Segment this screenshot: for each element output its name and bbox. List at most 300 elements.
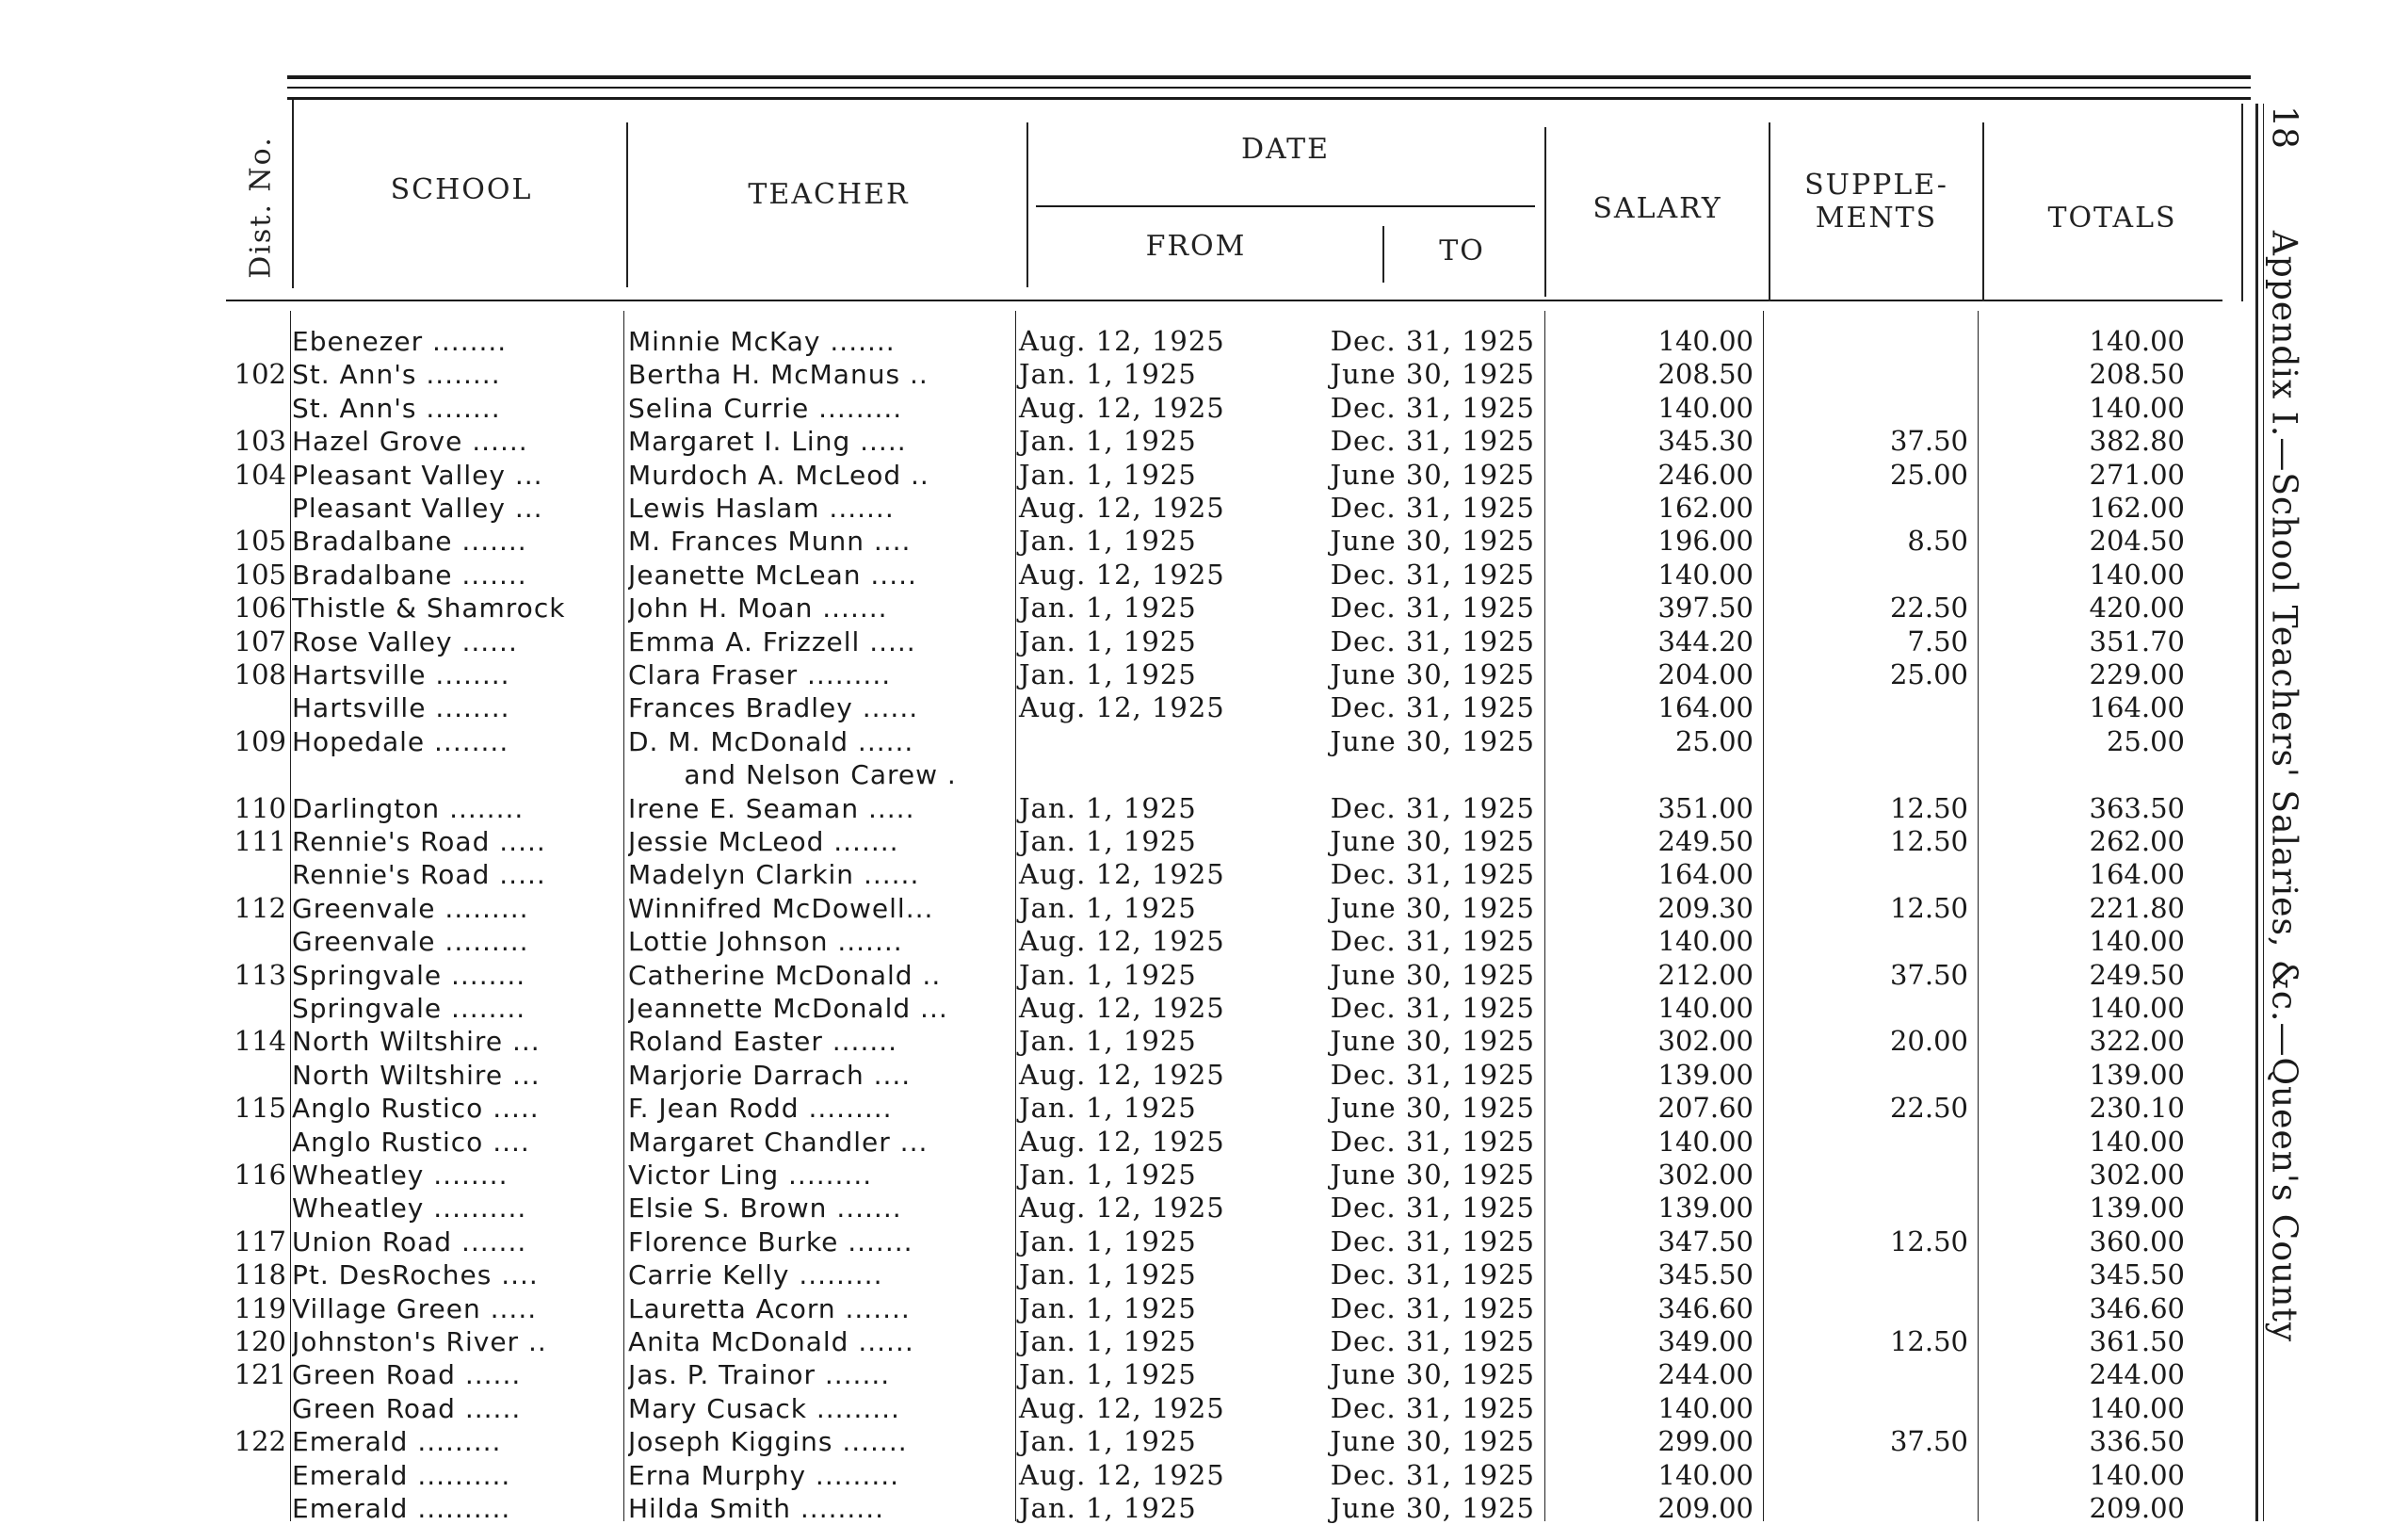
dist-number: 105 <box>234 558 286 591</box>
date-from: Jan. 1, 1925 <box>1019 791 1197 824</box>
header-vrule-dist <box>292 100 294 288</box>
teacher-name: Marjorie Darrach .... <box>628 1059 912 1091</box>
total-value: 346.60 <box>2089 1291 2185 1324</box>
total-value: 351.70 <box>2089 625 2185 657</box>
dist-number: 111 <box>234 825 286 857</box>
dist-number: 121 <box>234 1358 286 1391</box>
teacher-name: Frances Bradley ...... <box>628 692 919 724</box>
dist-number: 105 <box>234 525 286 558</box>
school-name: Hartsville ........ <box>292 692 510 724</box>
dist-number: 117 <box>234 1225 286 1257</box>
salary-value: 140.00 <box>1657 1458 1753 1491</box>
table-row <box>0 792 2260 825</box>
date-to: June 30, 1925 <box>1330 525 1535 558</box>
table-row <box>0 325 2260 358</box>
total-value: 345.50 <box>2089 1258 2185 1291</box>
school-name: St. Ann's ........ <box>292 359 501 391</box>
total-value: 221.80 <box>2089 891 2185 924</box>
total-value: 208.50 <box>2089 358 2185 391</box>
teacher-name: Joseph Kiggins ....... <box>628 1426 908 1458</box>
table-row <box>0 392 2260 425</box>
teacher-name: Madelyn Clarkin ...... <box>628 859 920 891</box>
school-name: Rose Valley ...... <box>292 625 518 657</box>
teacher-name: Jas. P. Trainor ....... <box>628 1359 891 1391</box>
supplements-value: 12.50 <box>1889 791 1968 824</box>
salary-value: 249.50 <box>1657 825 1753 857</box>
page-title: Appendix I.—School Teachers' Salaries, &c.—Queen's County <box>2264 230 2303 1343</box>
table-row <box>0 925 2260 958</box>
date-header: DATE <box>1241 133 1330 166</box>
teacher-name: Irene E. Seaman ..... <box>628 792 915 824</box>
teacher-name: F. Jean Rodd ......... <box>628 1093 893 1125</box>
header-vrule-teacher <box>1026 122 1028 287</box>
date-to: Dec. 31, 1925 <box>1330 325 1535 357</box>
school-name: Green Road ...... <box>292 1392 522 1424</box>
total-value: 140.00 <box>2089 992 2185 1024</box>
dist-number: 107 <box>234 625 286 657</box>
date-to: Dec. 31, 1925 <box>1330 558 1535 591</box>
teacher-name: Clara Fraser ......... <box>628 659 892 690</box>
dist-number: 119 <box>234 1291 286 1324</box>
date-from: Jan. 1, 1925 <box>1019 658 1197 690</box>
school-name: Pleasant Valley ... <box>292 493 543 524</box>
table-row <box>0 691 2260 724</box>
salary-value: 25.00 <box>1674 724 1753 757</box>
date-to: June 30, 1925 <box>1330 724 1535 757</box>
header-vrule-school <box>626 122 628 287</box>
total-value: 322.00 <box>2089 1025 2185 1058</box>
supplements-header-line2: MENTS <box>1815 202 1938 235</box>
supplements-value: 12.50 <box>1889 891 1968 924</box>
teacher-name: Lauretta Acorn ....... <box>628 1292 911 1324</box>
teacher-name: Hilda Smith ......... <box>628 1493 885 1524</box>
table-row <box>0 1392 2260 1425</box>
dist-number: 118 <box>234 1258 286 1291</box>
school-name: Bradalbane ....... <box>292 559 527 591</box>
salary-header: SALARY <box>1592 192 1722 225</box>
date-to: Dec. 31, 1925 <box>1330 1192 1535 1225</box>
date-from: Aug. 12, 1925 <box>1019 1058 1225 1091</box>
total-value: 209.00 <box>2089 1492 2185 1524</box>
salary-value: 140.00 <box>1657 1391 1753 1424</box>
school-name: Springvale ........ <box>292 993 526 1024</box>
salary-value: 302.00 <box>1657 1025 1753 1058</box>
salary-value: 246.00 <box>1657 458 1753 491</box>
date-to: June 30, 1925 <box>1330 825 1535 857</box>
salary-value: 397.50 <box>1657 592 1753 625</box>
total-value: 244.00 <box>2089 1358 2185 1391</box>
date-to: Dec. 31, 1925 <box>1330 992 1535 1024</box>
school-name: Rennie's Road ..... <box>292 826 546 857</box>
total-value: 336.50 <box>2089 1425 2185 1458</box>
date-to: Dec. 31, 1925 <box>1330 1225 1535 1257</box>
salary-value: 346.60 <box>1657 1291 1753 1324</box>
date-from: Jan. 1, 1925 <box>1019 358 1197 391</box>
date-to: June 30, 1925 <box>1330 358 1535 391</box>
date-from: Aug. 12, 1925 <box>1019 925 1225 958</box>
total-value: 360.00 <box>2089 1225 2185 1257</box>
date-from: Aug. 12, 1925 <box>1019 492 1225 524</box>
supplements-header-line1: SUPPLE- <box>1804 169 1948 202</box>
date-from: Aug. 12, 1925 <box>1019 325 1225 357</box>
date-to: Dec. 31, 1925 <box>1330 1125 1535 1158</box>
date-from: Jan. 1, 1925 <box>1019 1092 1197 1125</box>
header-bottom-rule <box>226 300 2222 301</box>
date-from: Aug. 12, 1925 <box>1019 1391 1225 1424</box>
teacher-name: Roland Easter ....... <box>628 1026 898 1058</box>
header-vrule-totals <box>2241 104 2243 301</box>
dist-number: 112 <box>234 891 286 924</box>
supplements-value: 7.50 <box>1907 625 1968 657</box>
date-from: Jan. 1, 1925 <box>1019 891 1197 924</box>
school-name: Wheatley ........ <box>292 1160 509 1191</box>
dist-number: 116 <box>234 1159 286 1191</box>
salary-value: 208.50 <box>1657 358 1753 391</box>
table-row <box>0 492 2260 525</box>
date-to: Dec. 31, 1925 <box>1330 1291 1535 1324</box>
table-row <box>0 658 2260 691</box>
top-rule-thick <box>287 75 2251 79</box>
table-row <box>0 358 2260 391</box>
salary-value: 345.30 <box>1657 425 1753 458</box>
date-subheader-rule <box>1036 205 1535 207</box>
total-value: 229.00 <box>2089 658 2185 690</box>
salary-value: 196.00 <box>1657 525 1753 558</box>
date-from: Jan. 1, 1925 <box>1019 1492 1197 1524</box>
table-row <box>0 1225 2260 1258</box>
table-row <box>0 559 2260 592</box>
table-row <box>0 992 2260 1025</box>
salary-value: 302.00 <box>1657 1159 1753 1191</box>
date-to: Dec. 31, 1925 <box>1330 1458 1535 1491</box>
total-value: 140.00 <box>2089 925 2185 958</box>
dist-number: 106 <box>234 592 286 625</box>
date-to: Dec. 31, 1925 <box>1330 1391 1535 1424</box>
teacher-name: and Nelson Carew . <box>628 759 957 791</box>
supplements-value: 12.50 <box>1889 1225 1968 1257</box>
to-header: TO <box>1439 235 1485 268</box>
total-value: 140.00 <box>2089 1125 2185 1158</box>
table-row <box>0 1492 2260 1525</box>
date-from: Jan. 1, 1925 <box>1019 1258 1197 1291</box>
salary-value: 204.00 <box>1657 658 1753 690</box>
total-value: 363.50 <box>2089 791 2185 824</box>
school-name: Johnston's River .. <box>292 1326 547 1357</box>
date-from: Aug. 12, 1925 <box>1019 858 1225 891</box>
date-to: Dec. 31, 1925 <box>1330 492 1535 524</box>
teacher-name: Mary Cusack ......... <box>628 1392 900 1424</box>
teacher-name: Carrie Kelly ......... <box>628 1259 883 1291</box>
total-value: 140.00 <box>2089 391 2185 424</box>
teacher-name: Victor Ling ......... <box>628 1160 873 1191</box>
date-to: Dec. 31, 1925 <box>1330 791 1535 824</box>
header-vrule-supp <box>1982 122 1984 301</box>
school-name: Pleasant Valley ... <box>292 459 543 491</box>
salary-value: 140.00 <box>1657 391 1753 424</box>
date-to: June 30, 1925 <box>1330 458 1535 491</box>
dist-number: 108 <box>234 658 286 690</box>
table-row <box>0 1092 2260 1125</box>
total-value: 140.00 <box>2089 1391 2185 1424</box>
date-from: Aug. 12, 1925 <box>1019 391 1225 424</box>
date-to: June 30, 1925 <box>1330 1358 1535 1391</box>
total-value: 164.00 <box>2089 691 2185 724</box>
dist-number: 103 <box>234 425 286 458</box>
date-from: Jan. 1, 1925 <box>1019 1225 1197 1257</box>
teacher-name: Catherine McDonald .. <box>628 959 942 991</box>
date-to: June 30, 1925 <box>1330 958 1535 991</box>
school-name: Anglo Rustico .... <box>292 1126 530 1158</box>
date-to: Dec. 31, 1925 <box>1330 391 1535 424</box>
school-name: Village Green ..... <box>292 1292 538 1324</box>
date-from: Jan. 1, 1925 <box>1019 1291 1197 1324</box>
teacher-name: Emma A. Frizzell ..... <box>628 625 916 657</box>
salary-value: 244.00 <box>1657 1358 1753 1391</box>
school-name: Union Road ....... <box>292 1225 527 1257</box>
salary-value: 140.00 <box>1657 325 1753 357</box>
school-name: Hazel Grove ...... <box>292 426 528 458</box>
supplements-value: 25.00 <box>1889 658 1968 690</box>
date-to: June 30, 1925 <box>1330 1092 1535 1125</box>
date-to: June 30, 1925 <box>1330 1425 1535 1458</box>
date-to: June 30, 1925 <box>1330 891 1535 924</box>
salary-value: 140.00 <box>1657 558 1753 591</box>
salary-value: 351.00 <box>1657 791 1753 824</box>
teacher-name: Florence Burke ....... <box>628 1225 913 1257</box>
supplements-value: 12.50 <box>1889 1325 1968 1357</box>
table-row <box>0 1192 2260 1225</box>
total-value: 302.00 <box>2089 1159 2185 1191</box>
date-from: Jan. 1, 1925 <box>1019 1358 1197 1391</box>
teacher-name: Minnie McKay ....... <box>628 326 896 357</box>
dist-number: 114 <box>234 1025 286 1058</box>
date-to: Dec. 31, 1925 <box>1330 625 1535 657</box>
salary-value: 139.00 <box>1657 1192 1753 1225</box>
date-to: June 30, 1925 <box>1330 1492 1535 1524</box>
school-name: Emerald .......... <box>292 1459 511 1491</box>
supplements-value: 22.50 <box>1889 1092 1968 1125</box>
school-name: Rennie's Road ..... <box>292 859 546 891</box>
table-row <box>0 758 2260 791</box>
supplements-value: 20.00 <box>1889 1025 1968 1058</box>
totals-header: TOTALS <box>2047 202 2177 235</box>
school-name: North Wiltshire ... <box>292 1059 541 1091</box>
date-from: Jan. 1, 1925 <box>1019 592 1197 625</box>
total-value: 162.00 <box>2089 492 2185 524</box>
dist-number: 115 <box>234 1092 286 1125</box>
teacher-name: Murdoch A. McLeod .. <box>628 459 929 491</box>
date-from: Jan. 1, 1925 <box>1019 525 1197 558</box>
header-vrule-to <box>1544 127 1546 297</box>
salary-value: 140.00 <box>1657 1125 1753 1158</box>
dist-number: 104 <box>234 458 286 491</box>
total-value: 204.50 <box>2089 525 2185 558</box>
school-name: Thistle & Shamrock <box>292 592 566 625</box>
table-row <box>0 1325 2260 1358</box>
date-to: Dec. 31, 1925 <box>1330 1325 1535 1357</box>
table-row <box>0 1126 2260 1159</box>
supplements-value: 37.50 <box>1889 1425 1968 1458</box>
date-to: Dec. 31, 1925 <box>1330 1258 1535 1291</box>
teacher-header: TEACHER <box>748 178 910 211</box>
total-value: 25.00 <box>2106 724 2185 757</box>
table-row <box>0 1059 2260 1092</box>
header-rule-second <box>287 97 2251 100</box>
total-value: 140.00 <box>2089 325 2185 357</box>
from-header: FROM <box>1145 230 1247 263</box>
date-to: Dec. 31, 1925 <box>1330 1058 1535 1091</box>
salary-value: 209.30 <box>1657 891 1753 924</box>
salary-value: 299.00 <box>1657 1425 1753 1458</box>
table-row <box>0 1425 2260 1458</box>
salary-value: 212.00 <box>1657 958 1753 991</box>
total-value: 249.50 <box>2089 958 2185 991</box>
date-to: June 30, 1925 <box>1330 658 1535 690</box>
school-name: Darlington ........ <box>292 792 525 824</box>
salary-value: 164.00 <box>1657 858 1753 891</box>
salary-value: 347.50 <box>1657 1225 1753 1257</box>
date-from: Jan. 1, 1925 <box>1019 1325 1197 1357</box>
total-value: 271.00 <box>2089 458 2185 491</box>
date-to: June 30, 1925 <box>1330 1159 1535 1191</box>
supplements-value: 12.50 <box>1889 825 1968 857</box>
table-row <box>0 525 2260 558</box>
total-value: 420.00 <box>2089 592 2185 625</box>
total-value: 139.00 <box>2089 1058 2185 1091</box>
teacher-name: Jessie McLeod ....... <box>628 826 899 857</box>
salary-value: 162.00 <box>1657 492 1753 524</box>
school-name: Pt. DesRoches .... <box>292 1259 539 1291</box>
school-name: Hartsville ........ <box>292 659 510 690</box>
salary-value: 140.00 <box>1657 925 1753 958</box>
table-row <box>0 1258 2260 1291</box>
school-name: Emerald ......... <box>292 1426 502 1458</box>
table-row <box>0 425 2260 458</box>
dist-number: 113 <box>234 958 286 991</box>
date-to: Dec. 31, 1925 <box>1330 425 1535 458</box>
supplements-value: 25.00 <box>1889 458 1968 491</box>
school-name: Greenvale ......... <box>292 892 529 924</box>
table-row <box>0 592 2260 625</box>
page-number: 18 <box>2264 105 2303 149</box>
total-value: 230.10 <box>2089 1092 2185 1125</box>
school-name: Emerald .......... <box>292 1493 511 1524</box>
table-row <box>0 858 2260 891</box>
table-row <box>0 1459 2260 1492</box>
supplements-value: 37.50 <box>1889 958 1968 991</box>
table-row <box>0 1025 2260 1058</box>
date-to: Dec. 31, 1925 <box>1330 592 1535 625</box>
date-from: Jan. 1, 1925 <box>1019 1159 1197 1191</box>
table-row <box>0 1358 2260 1391</box>
date-from: Jan. 1, 1925 <box>1019 958 1197 991</box>
top-rule-thin <box>287 87 2251 89</box>
teacher-name: Erna Murphy ......... <box>628 1459 900 1491</box>
supplements-value: 37.50 <box>1889 425 1968 458</box>
table-row <box>0 959 2260 992</box>
teacher-name: John H. Moan ....... <box>628 592 888 625</box>
supplements-value: 8.50 <box>1907 525 1968 558</box>
school-name: Anglo Rustico ..... <box>292 1093 540 1125</box>
total-value: 361.50 <box>2089 1325 2185 1357</box>
salary-value: 140.00 <box>1657 992 1753 1024</box>
salary-value: 344.20 <box>1657 625 1753 657</box>
date-to: Dec. 31, 1925 <box>1330 925 1535 958</box>
table-row <box>0 1292 2260 1325</box>
school-header: SCHOOL <box>390 173 533 206</box>
teacher-name: Bertha H. McManus .. <box>628 359 929 391</box>
date-to: Dec. 31, 1925 <box>1330 691 1535 724</box>
teacher-name: M. Frances Munn .... <box>628 526 912 558</box>
salary-value: 349.00 <box>1657 1325 1753 1357</box>
teacher-name: Jeanette McLean ..... <box>628 559 917 591</box>
total-value: 140.00 <box>2089 558 2185 591</box>
school-name: Hopedale ........ <box>292 725 509 757</box>
teacher-name: Lottie Johnson ....... <box>628 926 903 958</box>
teacher-name: Jeannette McDonald ... <box>628 993 948 1024</box>
date-from: Jan. 1, 1925 <box>1019 458 1197 491</box>
school-name: Springvale ........ <box>292 959 526 991</box>
dist-number: 110 <box>234 791 286 824</box>
teacher-name: Elsie S. Brown ....... <box>628 1192 902 1225</box>
table-row <box>0 825 2260 858</box>
date-to: Dec. 31, 1925 <box>1330 858 1535 891</box>
date-from: Aug. 12, 1925 <box>1019 1125 1225 1158</box>
salary-value: 345.50 <box>1657 1258 1753 1291</box>
date-from: Jan. 1, 1925 <box>1019 625 1197 657</box>
teacher-name: Winnifred McDowell... <box>628 892 934 924</box>
date-from: Aug. 12, 1925 <box>1019 992 1225 1024</box>
dist-number: 109 <box>234 724 286 757</box>
dist-number: 122 <box>234 1425 286 1458</box>
total-value: 164.00 <box>2089 858 2185 891</box>
date-from: Aug. 12, 1925 <box>1019 1458 1225 1491</box>
school-name: Greenvale ......... <box>292 926 529 958</box>
total-value: 382.80 <box>2089 425 2185 458</box>
date-from: Aug. 12, 1925 <box>1019 691 1225 724</box>
table-row <box>0 725 2260 758</box>
school-name: Bradalbane ....... <box>292 526 527 558</box>
salary-value: 164.00 <box>1657 691 1753 724</box>
teacher-name: Margaret Chandler ... <box>628 1126 929 1158</box>
teacher-name: Anita McDonald ...... <box>628 1326 914 1357</box>
table-row <box>0 1159 2260 1192</box>
table-row <box>0 892 2260 925</box>
teacher-name: Lewis Haslam ....... <box>628 493 895 524</box>
date-from: Jan. 1, 1925 <box>1019 1025 1197 1058</box>
total-value: 139.00 <box>2089 1192 2185 1225</box>
date-from: Jan. 1, 1925 <box>1019 825 1197 857</box>
school-name: North Wiltshire ... <box>292 1026 541 1058</box>
date-from: Aug. 12, 1925 <box>1019 1192 1225 1225</box>
table-row <box>0 459 2260 492</box>
teacher-name: D. M. McDonald ...... <box>628 725 914 757</box>
school-name: St. Ann's ........ <box>292 392 501 424</box>
total-value: 262.00 <box>2089 825 2185 857</box>
dist-number: 120 <box>234 1325 286 1357</box>
date-to: June 30, 1925 <box>1330 1025 1535 1058</box>
total-value: 140.00 <box>2089 1458 2185 1491</box>
date-from: Aug. 12, 1925 <box>1019 558 1225 591</box>
school-name: Wheatley .......... <box>292 1192 527 1225</box>
table-row <box>0 625 2260 658</box>
school-name: Ebenezer ........ <box>292 326 508 357</box>
salary-value: 207.60 <box>1657 1092 1753 1125</box>
date-from: Jan. 1, 1925 <box>1019 425 1197 458</box>
teacher-name: Margaret I. Ling ..... <box>628 426 907 458</box>
supplements-value: 22.50 <box>1889 592 1968 625</box>
school-name: Green Road ...... <box>292 1359 522 1391</box>
